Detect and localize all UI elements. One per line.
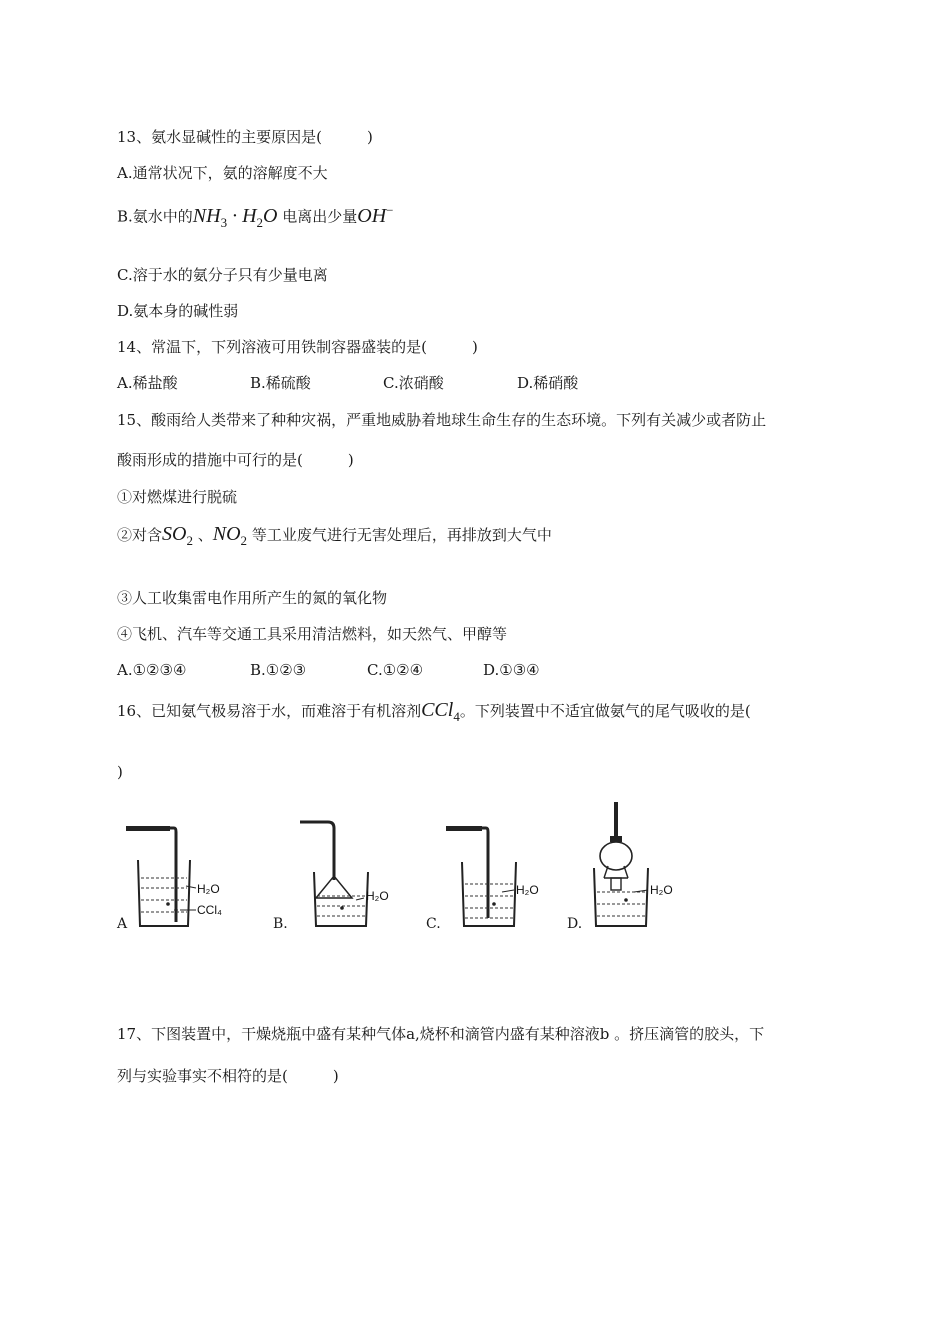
q16-stem-close: ) bbox=[117, 763, 123, 781]
q13-option-c: C.溶于水的氨分子只有少量电离 bbox=[117, 266, 328, 284]
water-label-a: H₂O bbox=[197, 882, 220, 896]
apparatus-c-diagram bbox=[444, 800, 554, 932]
water-label-c: H₂O bbox=[516, 883, 539, 897]
q15-item-2: ②对含$SO_2$ 、$NO_2$ 等工业废气进行无害处理后，再排放到大气中 bbox=[117, 523, 552, 548]
apparatus-a-diagram bbox=[124, 800, 234, 932]
q14-option-d: D.稀硝酸 bbox=[517, 374, 579, 392]
nh3-h2o-formula: $NH_3 \cdot H_2O$ bbox=[192, 204, 278, 230]
no2-formula: $NO_2$ bbox=[212, 523, 248, 548]
q13-option-d: D.氨本身的碱性弱 bbox=[117, 302, 239, 320]
q14-option-b: B.稀硫酸 bbox=[250, 374, 311, 392]
q13-stem: 13、氨水显碱性的主要原因是( ) bbox=[117, 128, 373, 146]
q15-option-a: A.①②③④ bbox=[117, 661, 187, 679]
q17-stem-line2: 列与实验事实不相符的是( ) bbox=[117, 1067, 339, 1085]
q16-stem: 16、已知氨气极易溶于水，而难溶于有机溶剂CCl$_4$。下列装置中不适宜做氨气的尾气吸收的是( bbox=[117, 699, 751, 724]
q15-item-1: ①对燃煤进行脱硫 bbox=[117, 488, 238, 506]
apparatus-b-diagram bbox=[296, 800, 396, 932]
q13-option-b-mid: 电离出少量 bbox=[277, 207, 358, 226]
q13-option-b-text: B.氨水中的 bbox=[117, 207, 193, 226]
oh-ion-formula: OH− bbox=[357, 202, 394, 227]
ccl4-formula: CCl$_4$ bbox=[421, 699, 460, 724]
q15-item-3: ③人工收集雷电作用所产生的氮的氧化物 bbox=[117, 589, 388, 607]
q15-option-b: B.①②③ bbox=[250, 661, 307, 679]
figure-label-c: C. bbox=[426, 916, 441, 932]
figure-label-d: D. bbox=[567, 916, 583, 932]
q15-option-c: C.①②④ bbox=[367, 661, 424, 679]
apparatus-d-diagram bbox=[590, 800, 700, 932]
q14-option-a: A.稀盐酸 bbox=[117, 374, 178, 392]
q14-stem: 14、常温下，下列溶液可用铁制容器盛装的是( ) bbox=[117, 338, 478, 356]
ccl4-label-a: CCl₄ bbox=[197, 903, 222, 917]
figure-label-a: A bbox=[117, 916, 128, 932]
q15-stem-line1: 15、酸雨给人类带来了种种灾祸，严重地威胁着地球生命生存的生态环境。下列有关减少或者防止 bbox=[117, 411, 767, 429]
q13-option-b bbox=[117, 200, 394, 233]
figure-label-b: B. bbox=[273, 916, 288, 932]
q17-stem-line1: 17、下图装置中，干燥烧瓶中盛有某种气体a,烧杯和滴管内盛有某种溶液b 。挤压滴管的胶头，下 bbox=[117, 1025, 765, 1043]
q15-item-4: ④飞机、汽车等交通工具采用清洁燃料，如天然气、甲醇等 bbox=[117, 625, 508, 643]
q15-stem-line2: 酸雨形成的措施中可行的是( ) bbox=[117, 451, 354, 469]
q15-option-d: D.①③④ bbox=[483, 661, 540, 679]
water-label-d: H₂O bbox=[650, 883, 673, 897]
so2-formula: $SO_2$ bbox=[162, 523, 193, 548]
water-label-b: H₂O bbox=[366, 889, 389, 903]
q14-option-c: C.浓硝酸 bbox=[383, 374, 444, 392]
q13-option-a: A.通常状况下，氨的溶解度不大 bbox=[117, 164, 328, 182]
